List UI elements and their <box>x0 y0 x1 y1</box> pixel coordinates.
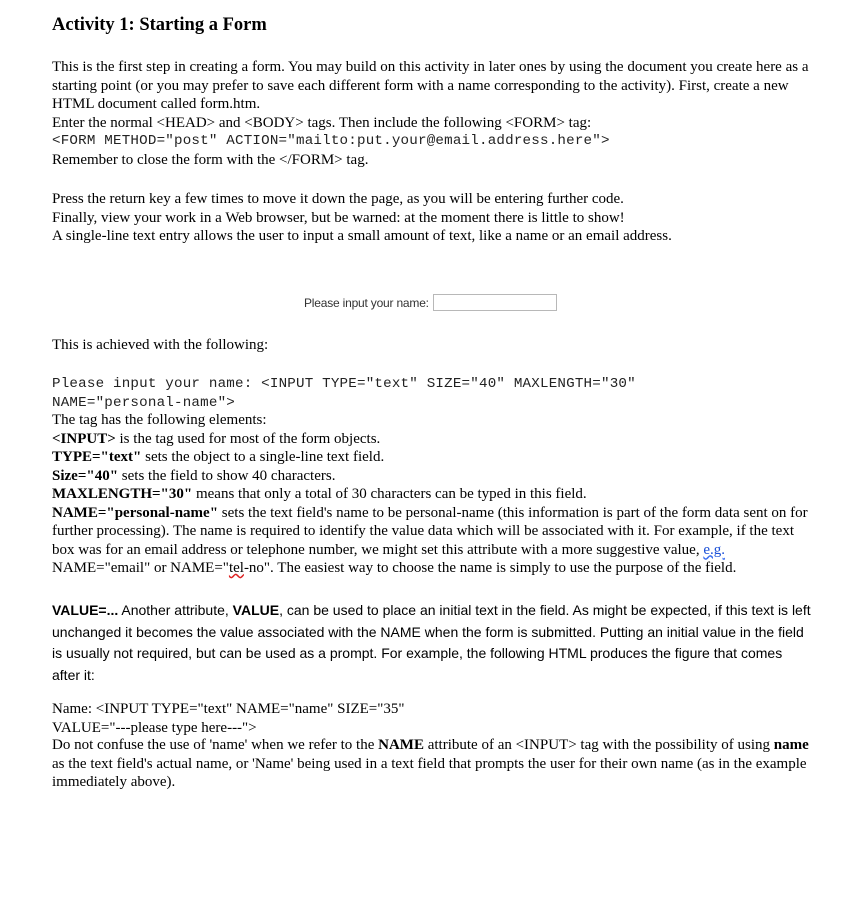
final-bold-2: name <box>773 737 809 753</box>
element-type <box>52 448 814 467</box>
element-input <box>52 430 814 449</box>
value-desc-2: , can be used to place an initial text in the field. As might be expected, if this text is left unchanged it becomes the value associated with the NAME when the form is submitted. Putting an initial value in the field is usually not required, but can be used as a prompt. For example, the following HTML produces the figure that comes after it: <box>52 602 811 683</box>
intro-reminder: Remember to close the form with the </FORM> tag. <box>52 151 369 168</box>
final-text-2: attribute of an <INPUT> tag with the possibility of using <box>423 737 774 753</box>
element-size <box>52 467 814 486</box>
element-max-desc: means that only a total of 30 characters can be typed in this field. <box>192 486 587 502</box>
element-input-term: <INPUT> <box>52 430 116 447</box>
final-bold-1: NAME <box>378 737 424 753</box>
section-2 <box>52 190 814 246</box>
name-input-label: Please input your name: <box>304 295 429 310</box>
element-type-term: TYPE="text" <box>52 449 142 465</box>
name-input-field[interactable] <box>433 294 557 311</box>
name-input-demo <box>304 294 557 311</box>
code-prompt-text: Please input your name: <box>52 376 253 392</box>
tel-misspelling: tel <box>228 560 244 576</box>
intro-section <box>52 58 814 169</box>
code-name-attr: NAME="personal-name"> <box>52 394 235 411</box>
final-text-1: Do not confuse the use of 'name' when we refer to the <box>52 737 379 753</box>
form-tag-code: <FORM METHOD="post" ACTION="mailto:put.your@email.address.here"> <box>52 133 610 149</box>
element-size-term: Size="40" <box>52 467 119 484</box>
intro-instruction: Enter the normal <HEAD> and <BODY> tags. Then include the following <FORM> tag: <box>52 114 592 131</box>
section2-line-1: Press the return key a few times to move it down the page, as you will be entering further code. <box>52 191 624 207</box>
elements-section <box>52 411 814 578</box>
input-code-block <box>52 374 814 412</box>
final-paragraph <box>52 736 814 792</box>
code-input-tag: <INPUT TYPE="text" SIZE="40" MAXLENGTH="30" <box>252 376 636 392</box>
value-desc-1: Another attribute, <box>118 602 233 618</box>
element-name-term: NAME="personal-name" <box>52 504 219 521</box>
page-title: Activity 1: Starting a Form <box>52 15 267 35</box>
intro-paragraph: This is the first step in creating a form. You may build on this activity in later ones by using the document you create here as a starting point (or you may prefer to save each different form with a name corresponding to the activity). First, create a new HTML document called form.htm. <box>52 59 809 112</box>
name-code-line-1: Name: <INPUT TYPE="text" NAME="name" SIZE="35" <box>52 701 405 717</box>
element-type-desc: sets the object to a single-line text field. <box>141 449 385 465</box>
eg-link[interactable]: e.g. <box>703 541 725 558</box>
element-name <box>52 504 814 578</box>
section2-line-2: Finally, view your work in a Web browser, but be warned: at the moment there is little to show! <box>52 209 625 226</box>
element-name-desc-2: NAME="email" or NAME=" <box>52 560 229 576</box>
value-term: VALUE=... <box>52 602 119 618</box>
element-name-desc-3: -no". The easiest way to choose the name is simply to use the purpose of the field. <box>243 560 737 576</box>
element-max-term: MAXLENGTH="30" <box>52 486 193 502</box>
value-paragraph <box>52 600 814 686</box>
value-term-2: VALUE <box>232 602 280 618</box>
element-size-desc: sets the field to show 40 characters. <box>118 467 336 484</box>
name-code-block <box>52 700 814 737</box>
element-maxlength <box>52 485 814 504</box>
elements-intro: The tag has the following elements: <box>52 412 267 428</box>
name-code-line-2: VALUE="---please type here---"> <box>52 719 257 736</box>
achieved-heading: This is achieved with the following: <box>52 337 269 353</box>
final-text-3: as the text field's actual name, or 'Name' being used in a text field that prompts the user for their own name (as in the example immediately above). <box>52 755 807 790</box>
element-name-desc-1: sets the text field's name to be personal-name (this information is part of the form data sent on for further processing). The name is required to identify the value data which will be associated with it. For example, if the text box was for an email address or telephone number, we might set this attribute with a more suggestive value, <box>52 504 808 558</box>
section2-line-3: A single-line text entry allows the user to input a small amount of text, like a name or an email address. <box>52 228 672 244</box>
element-input-desc: is the tag used for most of the form objects. <box>115 430 381 447</box>
